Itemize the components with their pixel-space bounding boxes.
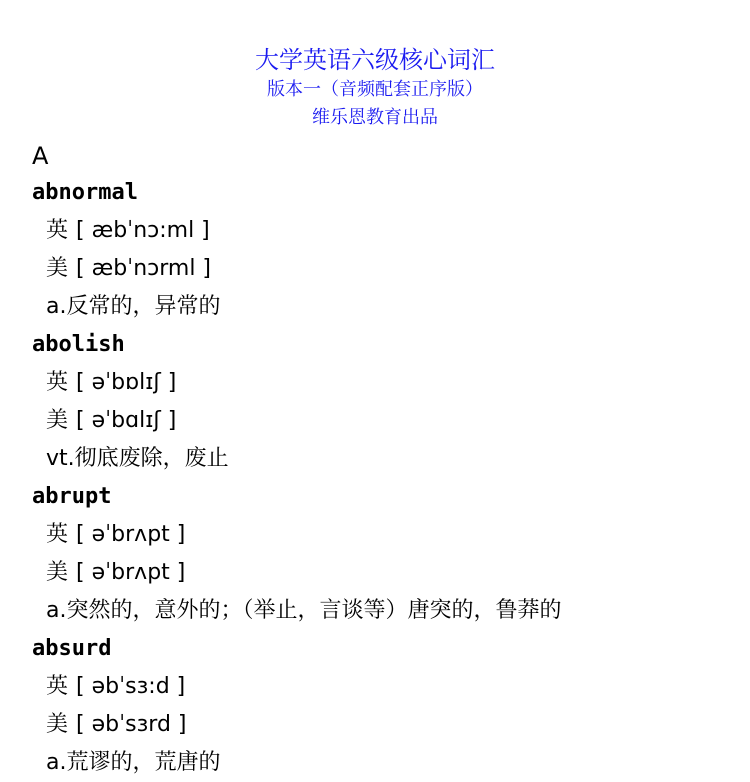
entry-meaning: a.荒谬的，荒唐的 bbox=[46, 750, 221, 775]
uk-label: 英 bbox=[46, 522, 69, 547]
uk-pronunciation bbox=[32, 364, 732, 402]
us-pronunciation bbox=[32, 706, 732, 744]
uk-label: 英 bbox=[46, 370, 69, 395]
section-letter: A bbox=[32, 142, 49, 170]
document-title: 大学英语六级核心词汇 bbox=[255, 46, 495, 74]
uk-phonetic: [ əbˈsɜ:d ] bbox=[76, 674, 186, 699]
document-subtitle: 版本一（音频配套正序版） bbox=[267, 79, 483, 100]
uk-phonetic: [ æbˈnɔ:ml ] bbox=[76, 218, 210, 243]
uk-label: 英 bbox=[46, 218, 69, 243]
entry-meaning: a.突然的，意外的；（举止，言谈等）唐突的，鲁莽的 bbox=[46, 598, 562, 623]
uk-pronunciation bbox=[32, 668, 732, 706]
us-phonetic: [ əˈbrʌpt ] bbox=[76, 560, 186, 585]
entry-abnormal bbox=[32, 174, 732, 326]
us-label: 美 bbox=[46, 560, 69, 585]
entry-word: absurd bbox=[32, 636, 112, 661]
us-pronunciation bbox=[32, 554, 732, 592]
us-label: 美 bbox=[46, 408, 69, 433]
entry-meaning: vt.彻底废除，废止 bbox=[46, 446, 229, 471]
uk-label: 英 bbox=[46, 674, 69, 699]
entry-absurd bbox=[32, 630, 732, 782]
us-label: 美 bbox=[46, 256, 69, 281]
us-pronunciation bbox=[32, 250, 732, 288]
uk-phonetic: [ əˈbɒlɪʃ ] bbox=[76, 370, 177, 395]
entry-abrupt bbox=[32, 478, 732, 630]
document-header bbox=[0, 44, 750, 132]
us-pronunciation bbox=[32, 402, 732, 440]
us-phonetic: [ əˈbɑlɪʃ ] bbox=[76, 408, 177, 433]
us-phonetic: [ əbˈsɜrd ] bbox=[76, 712, 187, 737]
vocabulary-list bbox=[32, 138, 732, 782]
entry-word: abrupt bbox=[32, 484, 112, 509]
uk-pronunciation bbox=[32, 516, 732, 554]
uk-pronunciation bbox=[32, 212, 732, 250]
us-label: 美 bbox=[46, 712, 69, 737]
entry-word: abnormal bbox=[32, 180, 138, 205]
uk-phonetic: [ əˈbrʌpt ] bbox=[76, 522, 186, 547]
entry-meaning: a.反常的，异常的 bbox=[46, 294, 221, 319]
entry-abolish bbox=[32, 326, 732, 478]
us-phonetic: [ æbˈnɔrml ] bbox=[76, 256, 212, 281]
document-publisher: 维乐恩教育出品 bbox=[312, 107, 438, 128]
entry-word: abolish bbox=[32, 332, 125, 357]
